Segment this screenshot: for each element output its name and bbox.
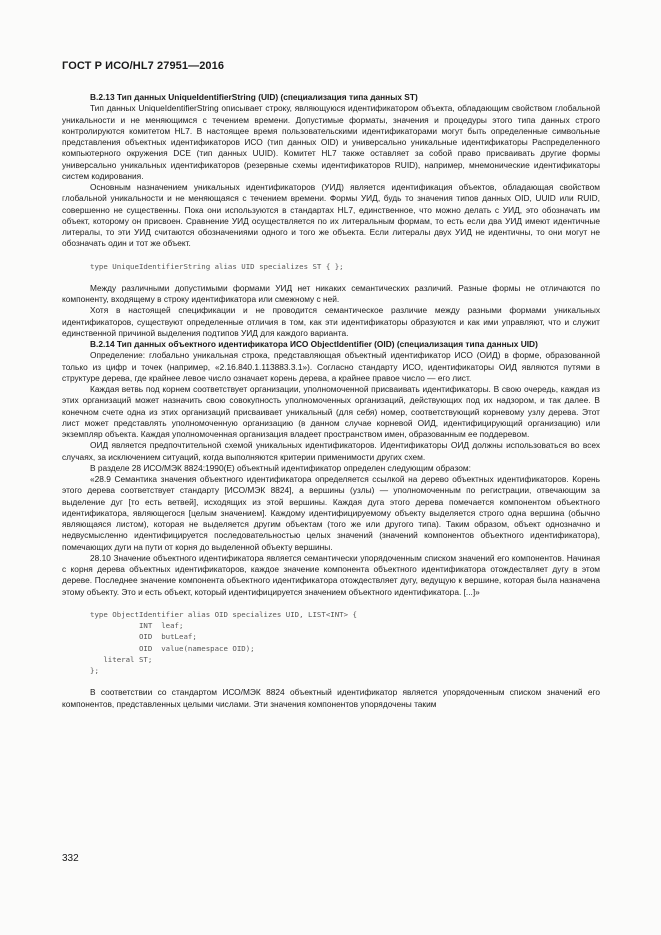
document-header: ГОСТ Р ИСО/HL7 27951—2016 <box>62 60 225 72</box>
section-b214-title: B.2.14 Тип данных объектного идентификатора ИСО ObjectIdentifier (OID) (специализация типа данных UID) <box>90 339 538 349</box>
quote-paragraph: «28.9 Семантика значения объектного идентификатора определяется ссылкой на дерево объектных идентификаторов. Корень этого дерева соответствует стандарту [ИСО/МЭК 8824], а вершины (узлы) — уполномоченным по регистрации, отвечающим за выделение дуг [то есть ветвей], исходящих из этой вершины. Каждая дуга этого дерева помечается компонентом объектного идентификатора, являющегося [целым значением]. Каждому идентифицируемому объекту выделяется строго одна вершина (обычно являющаяся листом), которая не выделяется другим объектам (того же или другого типа). Таким образом, объект однозначно и недвусмысленно идентифицируется последовательностью целых значений (значений компонентов объектного идентификатора), помечающих дуги на пути от корня до выделенной объекту вершины. <box>62 474 600 552</box>
paragraph: Тип данных UniqueIdentifierString описывает строку, являющуюся идентификатором объекта, обладающим свойством глобальной уникальности и не меняющимся с течением времени. Допустимые форматы, значения и процедуры этого типа данных строго контролируются комитетом HL7. В настоящее время пользовательскими идентификаторами могут быть определенные символьные представления объектных идентификаторов ИСО (тип данных OID) и универсально уникальные идентификаторы Распределенного компьютерного окружения DCE (тип данных UUID). Комитет HL7 также оставляет за собой право присваивать другие формы универсально уникальных идентификаторов (резервные схемы идентификаторов RUID), например, мнемонические идентификаторы систем кодирования. <box>62 103 600 181</box>
paragraph: Между различными допустимыми формами УИД нет никаких семантических различий. Разные формы не отличаются по компоненту, входящему в строку идентификатора или смежному с ней. <box>62 282 600 304</box>
code-block-oid: type ObjectIdentifier alias OID specializes UID, LIST<INT> { INT leaf; OID butLeaf; OID value(namespace OID); literal ST; }; <box>90 609 357 675</box>
quote-paragraph: 28.10 Значение объектного идентификатора является семантически упорядоченным списком значений его компонентов. Начиная с корня дерева объектных идентификаторов, каждое значение компонента объектного идентификатора отождествляет дугу в этом дереве. Последнее значение компонента объектного идентификатора отождествляет дугу, ведущую к вершине, которая была назначена этому объекту. Это и есть объект, который идентифицируется значением объектного идентификатора. [...]» <box>62 552 600 597</box>
paragraph: Каждая ветвь под корнем соответствует организации, уполномоченной присваивать идентификаторы. В свою очередь, каждая из этих организаций может назначить свою совокупность уполномоченных организаций, действующих под их надзором, и так далее. В конечном счете одна из этих организаций присваивает уникальный (для себя) номер, соответствующий корневому узлу дерева. Этот лист может представлять уполномоченную организацию (в данном случае корневой ОИД, идентифицирующий организацию) или экземпляр объекта. Каждая уполномоченная организация владеет пространством имен, образованным ее поддеревом. <box>62 384 600 439</box>
section-b213-title: B.2.13 Тип данных UniqueIdentifierString (UID) (специализация типа данных ST) <box>90 92 418 102</box>
paragraph: Хотя в настоящей спецификации и не проводится семантическое различие между разными формами уникальных идентификаторов, существуют определенные отличия в том, как эти идентификаторы образуются и как ими управляют, что и служит единственной причиной выделения подтипов УИД для каждого варианта. <box>62 305 600 338</box>
paragraph: В разделе 28 ИСО/МЭК 8824:1990(E) объектный идентификатор определен следующим образом: <box>90 462 471 473</box>
paragraph: Определение: глобально уникальная строка, представляющая объектный идентификатор ИСО (ОИД) в форме, образованной только из цифр и точек (например, «2.16.840.1.113883.3.1»). Согласно стандарту ИСО, идентификаторы ОИД являются путями в структуре дерева, где крайнее левое число означает корень дерева, а крайнее правое число — его лист. <box>62 350 600 383</box>
page-number: 332 <box>62 853 79 864</box>
document-body <box>62 92 600 710</box>
paragraph: ОИД является предпочтительной схемой уникальных идентификаторов. Идентификаторы ОИД должны использоваться во всех случаях, за исключением ситуаций, когда выполняются критерии применимости других схем. <box>62 440 600 462</box>
code-block-uid: type UniqueIdentifierString alias UID specializes ST { }; <box>90 261 344 271</box>
paragraph: Основным назначением уникальных идентификаторов (УИД) является идентификация объектов, обладающая свойством глобальной уникальности и не меняющаяся с течением времени. Формы УИД, будь то значения типов данных OID, UUID или RUID, совершенно не существенны. Пока они используются в стандартах HL7, единственное, что можно делать с УИД, это обозначать им объект, которому он присвоен. Сравнение УИД осуществляется по их литеральным формам, то есть если два УИД имеют идентичные литералы, то эти УИД считаются обозначениями одного и того же объекта. Если литералы двух УИД не идентичны, то они могут не обозначать один и тот же объект. <box>62 182 600 249</box>
paragraph: В соответствии со стандартом ИСО/МЭК 8824 объектный идентификатор является упорядоченным списком значений его компонентов, представленных целыми числами. Эти значения компонентов упорядочены таким <box>62 687 600 709</box>
